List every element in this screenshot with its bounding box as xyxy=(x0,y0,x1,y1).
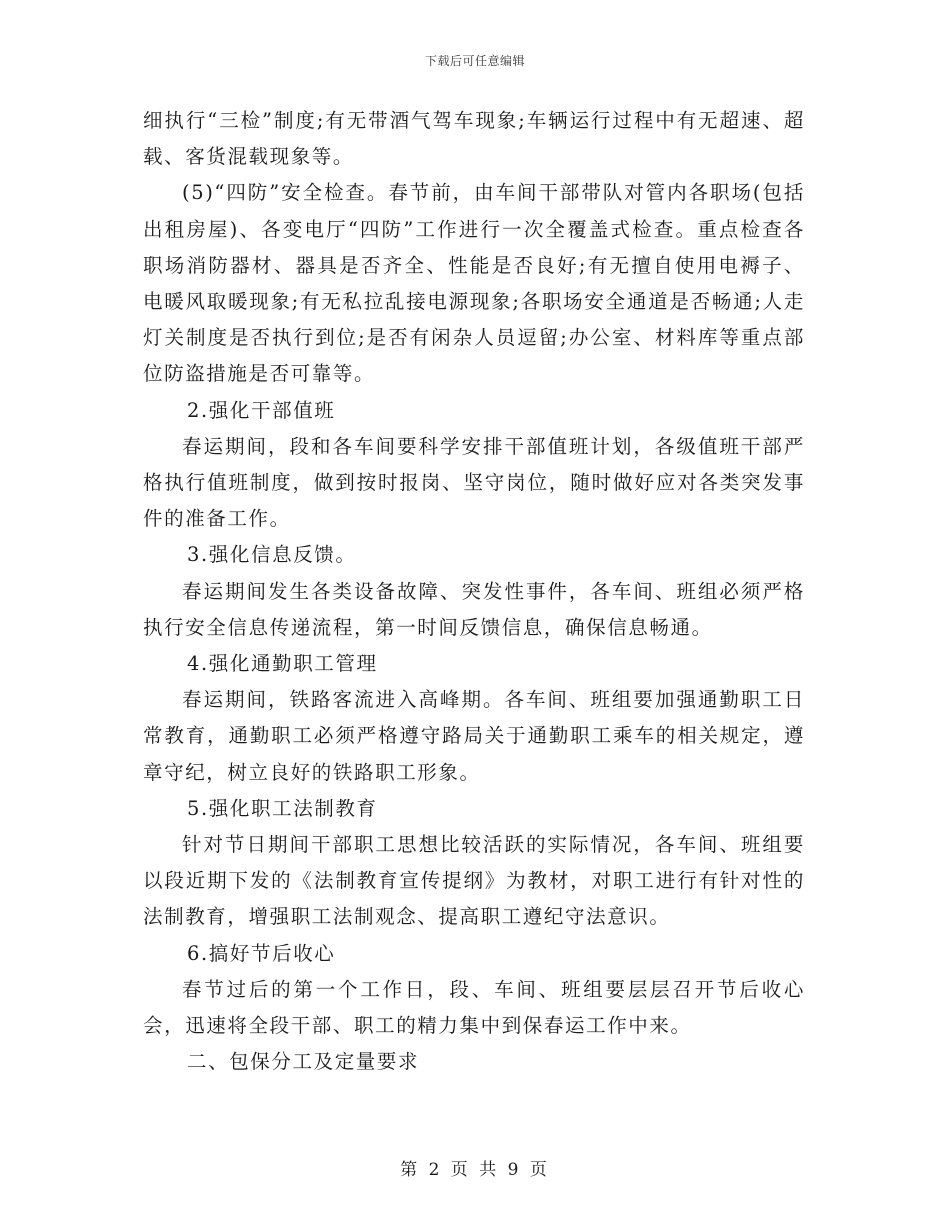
page-header: 下载后可任意编辑 xyxy=(424,54,525,68)
section-heading-cadre-duty: 2.强化干部值班 xyxy=(187,398,336,422)
paragraph-post-holiday: 春节过后的第一个工作日，段、车间、班组要层层召开节后收心会，迅速将全段干部、职工的精力集中到保春运工作中来。 xyxy=(143,977,805,1038)
document-body xyxy=(143,103,805,1080)
paragraph-four-defense-check: (5)“四防”安全检查。春节前，由车间干部带队对管内各职场(包括出租房屋)、各变电厅“四防”工作进行一次全覆盖式检查。重点检查各职场消防器材、器具是否齐全、性能是否良好;有无擅自使用电褥子、电暖风取暖现象;有无私拉乱接电源现象;各职场安全通道是否畅通;人走灯关制度是否执行到位;是否有闲杂人员逗留;办公室、材料库等重点部位防盗措施是否可靠等。 xyxy=(143,181,805,386)
paragraph-info-feedback: 春运期间发生各类设备故障、突发性事件，各车间、班组必须严格执行安全信息传递流程，第一时间反馈信息，确保信息畅通。 xyxy=(143,579,805,639)
paragraph-legal-education: 针对节日期间干部职工思想比较活跃的实际情况，各车间、班组要以段近期下发的《法制教育宣传提纲》为教材，对职工进行有针对性的法制教育，增强职工法制观念、提高职工遵纪守法意识。 xyxy=(143,833,805,929)
paragraph-commuter-management: 春运期间，铁路客流进入高峰期。各车间、班组要加强通勤职工日常教育，通勤职工必须严格遵守路局关于通勤职工乘车的相关规定，遵章守纪，树立良好的铁路职工形象。 xyxy=(143,688,805,784)
section-heading-info-feedback: 3.强化信息反馈。 xyxy=(187,543,357,567)
page-number: 第 2 页 共 9 页 xyxy=(400,1160,550,1180)
section-heading-commuter-management: 4.强化通勤职工管理 xyxy=(187,652,378,676)
paragraph-continued: 细执行“三检”制度;有无带酒气驾车现象;车辆运行过程中有无超速、超载、客货混载现象等。 xyxy=(143,109,805,169)
section-heading-post-holiday: 6.搞好节后收心 xyxy=(187,941,336,965)
section-heading-division-of-duties: 二、包保分工及定量要求 xyxy=(187,1050,420,1074)
section-heading-legal-education: 5.强化职工法制教育 xyxy=(187,796,378,820)
paragraph-cadre-duty: 春运期间，段和各车间要科学安排干部值班计划，各级值班干部严格执行值班制度，做到按时报岗、坚守岗位，随时做好应对各类突发事件的准备工作。 xyxy=(143,434,805,531)
